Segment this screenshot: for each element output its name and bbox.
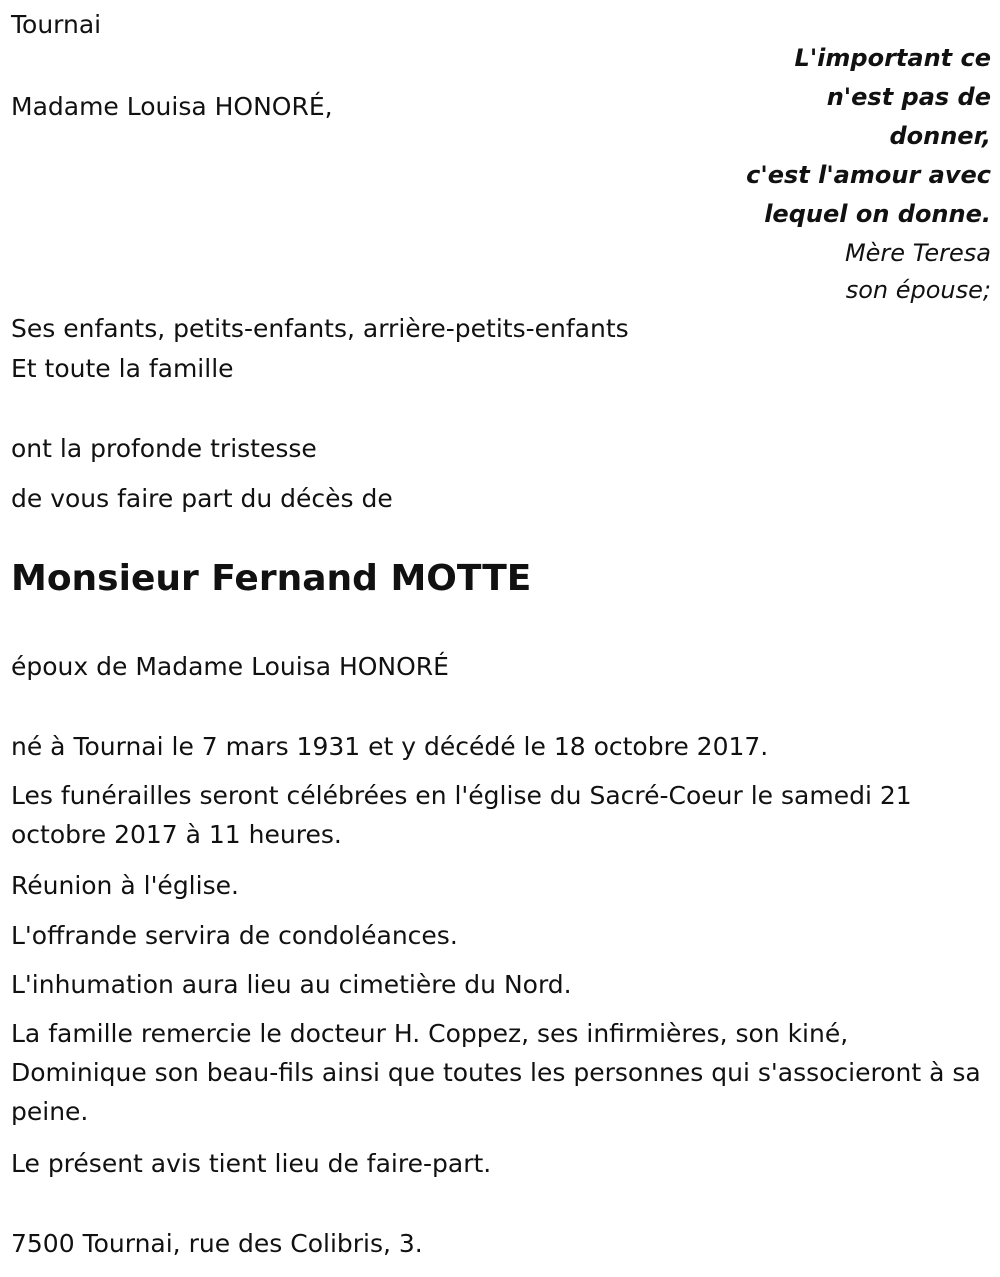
quote-relation: son épouse; [845, 276, 991, 304]
city-heading: Tournai [11, 10, 102, 39]
address-line: 7500 Tournai, rue des Colibris, 3. [11, 1229, 423, 1258]
quote-author: Mère Teresa [844, 239, 991, 267]
quote-line: lequel on donne. [764, 200, 991, 228]
notice-line: Le présent avis tient lieu de faire-part. [11, 1149, 492, 1178]
quote-line: donner, [889, 122, 991, 150]
quote-block [746, 44, 991, 313]
thanks-info: La famille remercie le docteur H. Coppez, ses infirmières, son kiné, Dominique son beau-fils ainsi que toutes les personnes qui s'associeront à sa peine. [11, 1019, 981, 1126]
announcement-line-2: de vous faire part du décès de [11, 484, 393, 513]
funeral-info: Les funérailles seront célébrées en l'église du Sacré-Coeur le samedi 21 octobre 2017 à 11 heures. [11, 781, 912, 849]
quote-line: c'est l'amour avec [746, 161, 991, 189]
meeting-info: Réunion à l'église. [11, 871, 239, 900]
quote-line: L'important ce [794, 44, 991, 72]
offering-info: L'offrande servira de condoléances. [11, 921, 458, 950]
deceased-name: Monsieur Fernand MOTTE [11, 558, 532, 599]
birth-death-line: né à Tournai le 7 mars 1931 et y décédé le 18 octobre 2017. [11, 732, 769, 761]
quote-line: n'est pas de [826, 83, 991, 111]
burial-info: L'inhumation aura lieu au cimetière du Nord. [11, 970, 572, 999]
family-line-2: Et toute la famille [11, 354, 234, 383]
announcement-line-1: ont la profonde tristesse [11, 434, 317, 463]
deceased-spouse: époux de Madame Louisa HONORÉ [11, 652, 449, 681]
spouse-line: Madame Louisa HONORÉ, [11, 92, 333, 121]
family-line-1: Ses enfants, petits-enfants, arrière-petits-enfants [11, 314, 629, 343]
